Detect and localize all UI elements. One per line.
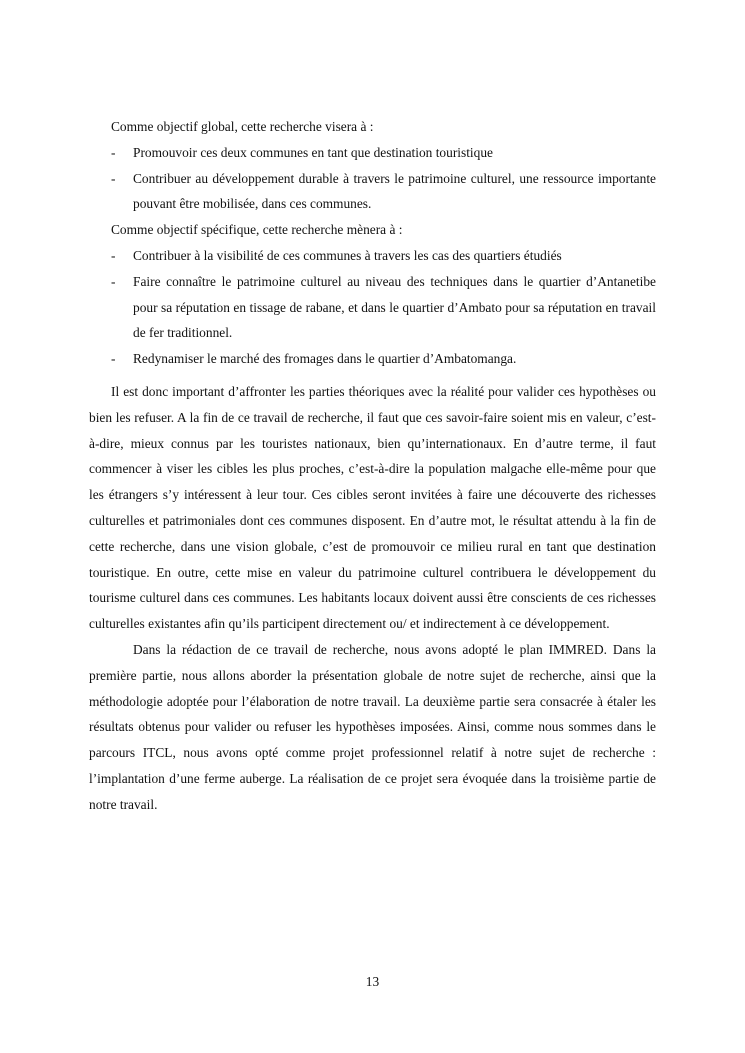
bullet-dash: -: [111, 144, 116, 160]
list-item-text: Contribuer au développement durable à travers le patrimoine culturel, une ressource importante pouvant être mobilisée, dans ces communes.: [133, 170, 656, 212]
list-item: [89, 269, 656, 346]
bullet-dash: -: [111, 273, 116, 289]
page-number: 13: [365, 974, 380, 989]
global-objective-intro: Comme objectif global, cette recherche visera à :: [111, 119, 374, 134]
bullet-dash: -: [111, 351, 116, 367]
body-paragraph: Dans la rédaction de ce travail de recherche, nous avons adopté le plan IMMRED. Dans la première partie, nous allons aborder la présentation globale de notre sujet de recherche, ainsi que la méthodologie adoptée pour l’élaboration de notre travail. La deuxième partie sera consacrée à étaler les résultats obtenus pour valider ou refuser les hypothèses imposées. Ainsi, comme nous sommes dans le parcours ITCL, nous avons opté comme projet professionnel relatif à notre sujet de recherche : l’implantation d’une ferme auberge. La réalisation de ce projet sera évoquée dans la troisième partie de notre travail.: [89, 641, 656, 812]
global-objective-list: [89, 140, 656, 217]
list-item-text: Faire connaître le patrimoine culturel au niveau des techniques dans le quartier d’Antanetibe pour sa réputation en tissage de rabane, et dans le quartier d’Ambato pour sa réputation en travail de fer traditionnel.: [133, 273, 656, 341]
list-item: [89, 346, 656, 372]
list-item-text: Promouvoir ces deux communes en tant que destination touristique: [133, 144, 493, 160]
list-item: [89, 166, 656, 218]
page-content: [89, 114, 656, 818]
body-paragraph: Il est donc important d’affronter les parties théoriques avec la réalité pour valider ces hypothèses ou bien les refuser. A la fin de ce travail de recherche, il faut que ces savoir-faire soient mis en valeur, c’est-à-dire, mieux connus par les touristes nationaux, bien qu’internationaux. En d’autre terme, il faut commencer à viser les cibles les plus proches, c’est-à-dire la population malgache elle-même pour que les étrangers s’y intéressent à leur tour. Ces cibles seront invitées à faire une découverte des richesses culturelles et patrimoniales dont ces communes disposent. En d’autre mot, le résultat attendu à la fin de cette recherche, dans une vision globale, c’est de promouvoir ce milieu rural en tant que destination touristique. En outre, cette mise en valeur du patrimoine culturel contribuera le développement du tourisme culturel dans ces communes. Les habitants locaux doivent aussi être conscients de ces richesses culturelles existantes afin qu’ils participent directement ou/ et indirectement à ce développement.: [89, 383, 656, 632]
list-item: [89, 243, 656, 269]
specific-objective-intro: Comme objectif spécifique, cette recherche mènera à :: [111, 222, 403, 238]
specific-objective-list: [89, 243, 656, 372]
bullet-dash: -: [111, 247, 116, 263]
list-item: [89, 140, 656, 166]
bullet-dash: -: [111, 170, 116, 186]
list-item-text: Contribuer à la visibilité de ces communes à travers les cas des quartiers étudiés: [133, 247, 562, 263]
list-item-text: Redynamiser le marché des fromages dans le quartier d’Ambatomanga.: [133, 351, 517, 367]
